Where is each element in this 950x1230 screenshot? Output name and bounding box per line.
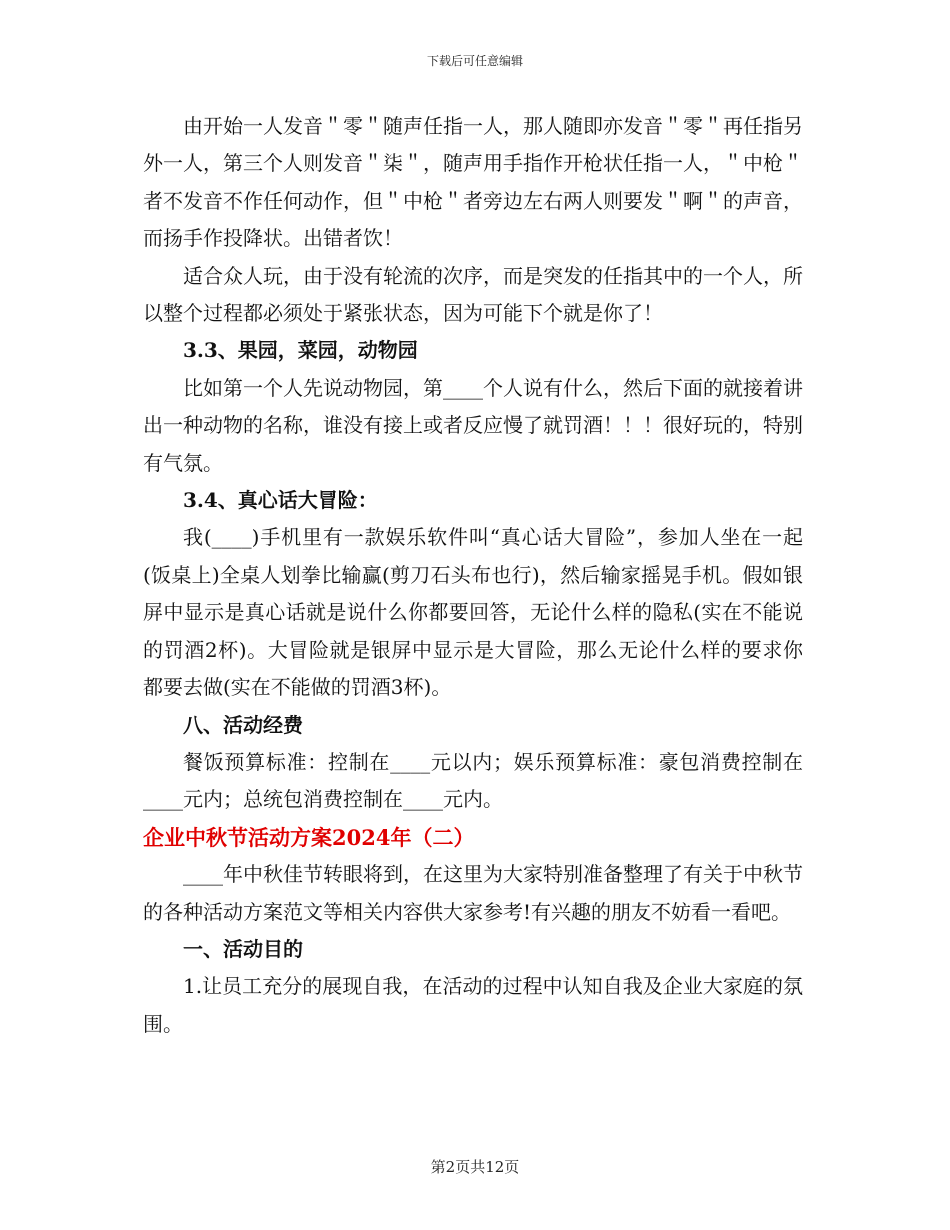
document-body bbox=[143, 108, 803, 1043]
paragraph-budget: 餐饭预算标准：控制在____元以内；娱乐预算标准：豪包消费控制在____元内；总统包消费控制在____元内。 bbox=[143, 749, 803, 812]
section-heading-3-4: 3.4、真心话大冒险： bbox=[183, 488, 378, 513]
section-heading-budget: 八、活动经费 bbox=[183, 712, 303, 737]
paragraph-zoo-game: 比如第一个人先说动物园，第____个人说有什么，然后下面的就接着讲出一种动物的名称，谁没有接上或者反应慢了就罚酒！！！很好玩的，特别有气氛。 bbox=[143, 375, 803, 475]
paragraph-game-rules: 由开始一人发音＂零＂随声任指一人，那人随即亦发音＂零＂再任指另外一人，第三个人则发音＂柒＂，随声用手指作开枪状任指一人，＂中枪＂者不发音不作任何动作，但＂中枪＂者旁边左右两人则要发＂啊＂的声音，而扬手作投降状。出错者饮！ bbox=[143, 114, 803, 251]
section-heading-purpose: 一、活动目的 bbox=[183, 936, 303, 961]
section-heading-3-3: 3.3、果园，菜园，动物园 bbox=[183, 338, 418, 363]
paragraph-game-note: 适合众人玩，由于没有轮流的次序，而是突发的任指其中的一个人，所以整个过程都必须处于紧张状态，因为可能下个就是你了！ bbox=[143, 263, 803, 326]
paragraph-purpose-1: 1.让员工充分的展现自我，在活动的过程中认知自我及企业大家庭的氛围。 bbox=[143, 974, 803, 1036]
page-footer: 第2页共12页 bbox=[430, 1158, 520, 1176]
paragraph-intro: ____年中秋佳节转眼将到，在这里为大家特别准备整理了有关于中秋节的各种活动方案范文等相关内容供大家参考!有兴趣的朋友不妨看一看吧。 bbox=[143, 862, 803, 924]
paragraph-truth-or-dare: 我(____)手机里有一款娱乐软件叫“真心话大冒险”，参加人坐在一起(饭桌上)全桌人划拳比输赢(剪刀石头布也行)，然后输家摇晃手机。假如银屏中显示是真心话就是说什么你都要回答，无论什么样的隐私(实在不能说的罚酒2杯)。大冒险就是银屏中显示是大冒险，那么无论什么样的要求你都要去做(实在不能做的罚酒3杯)。 bbox=[143, 525, 803, 700]
page-header: 下载后可任意编辑 bbox=[426, 54, 523, 68]
document-title: 企业中秋节活动方案2024年（二） bbox=[143, 824, 475, 850]
